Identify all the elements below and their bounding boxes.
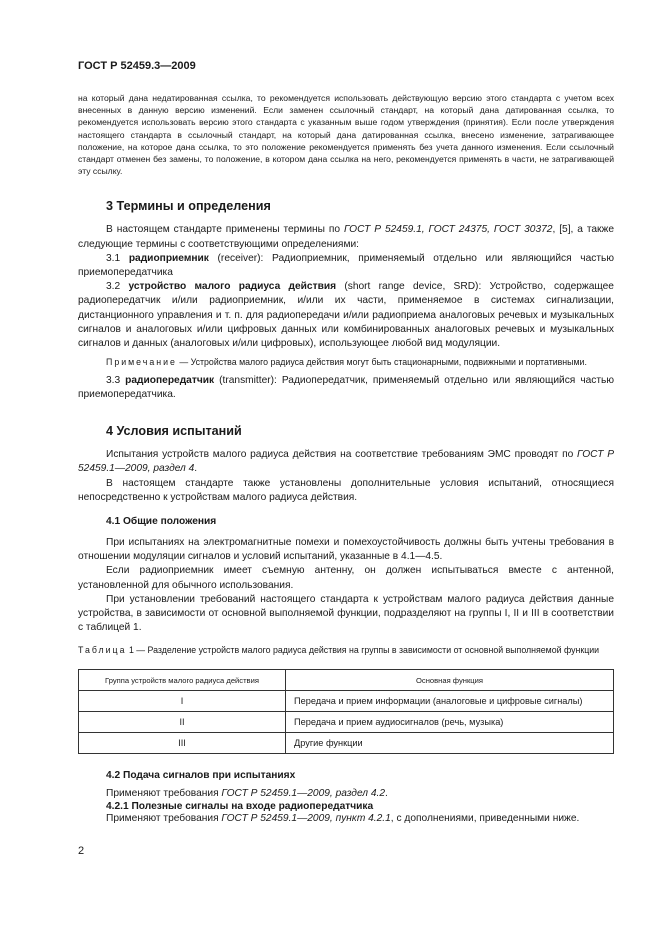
note: Примечание — Устройства малого радиуса действия могут быть стационарными, подвижными и портативными. xyxy=(106,357,587,368)
document-header: ГОСТ Р 52459.3—2009 xyxy=(78,60,196,72)
table-header-function: Основная функция xyxy=(286,670,614,691)
term-receiver: радиоприемник xyxy=(128,252,209,264)
section-4-paragraph-2: В настоящем стандарте также установлены дополнительные условия испытаний, относящиеся непосредственно к устройствам малого радиуса действия. xyxy=(78,477,614,503)
section-4-2-1-paragraph: Применяют требования ГОСТ Р 52459.1—2009, пункт 4.2.1, с дополнениями, приведенными ниже. xyxy=(106,813,580,825)
standard-reference: ГОСТ Р 52459.1—2009, раздел 4 xyxy=(78,449,614,475)
term-3-2: 3.2 устройство малого радиуса действия (short range device, SRD): Устройство, содержащее радиопередатчик и/или радиоприемник, и/или их части, применяемое в системах сигнализации, дистанционного управления и т. п. для радиопередачи и/или радиоприема аналоговых речевых и музыкальных сигналов и аналоговых и/или цифровых данных или комбинированных аналоговых речевых и музыкальных сигналов и данных (аналоговых и/или цифровых), использующее любой вид модуляции. xyxy=(78,281,614,350)
table-row xyxy=(79,712,614,733)
section-4-2-paragraph: Применяют требования ГОСТ Р 52459.1—2009, раздел 4.2. xyxy=(106,788,388,800)
standard-reference: ГОСТ Р 52459.1, ГОСТ 24375, ГОСТ 30372 xyxy=(343,224,553,236)
table-header-group: Группа устройств малого радиуса действия xyxy=(79,670,286,691)
page-number: 2 xyxy=(78,845,85,857)
table-row xyxy=(79,691,614,712)
standard-reference: ГОСТ Р 52459.1—2009, раздел 4.2 xyxy=(221,788,386,800)
term-transmitter: радиопередатчик xyxy=(125,374,215,386)
table-caption: Таблица 1 — Разделение устройств малого радиуса действия на группы в зависимости от основной выполняемой функции xyxy=(78,645,600,656)
table-row xyxy=(79,733,614,754)
section-4-1-paragraph-2: Если радиоприемник имеет съемную антенну, он должен испытываться вместе с антенной, установленной для обычного использования. xyxy=(78,565,614,591)
section-4-1-paragraph-1: При испытаниях на электромагнитные помехи и помехоустойчивость должны быть учтены требования в отношении модуляции сигналов и условий испытаний, указанные в 4.1—4.5. xyxy=(78,537,614,563)
page-content xyxy=(78,92,614,826)
table-cell-group: III xyxy=(79,733,286,754)
intro-paragraph: на который дана недатированная ссылка, то рекомендуется использовать действующую версию этого стандарта с учетом всех внесенных в данную версию изменений. Если заменен ссылочный стандарт, на который дана датированная ссылка, то рекомендуется использовать версию этого стандарта с указанным выше годом утверждения (принятия). Если после утверждения настоящего стандарта в ссылочный стандарт, на который дана датированная ссылка, внесено изменение, затрагивающее положение, на которое дана ссылка, то это положение рекомендуется применять без учета данного изменения. Если ссылочный стандарт отменен без замены, то положение, в котором дана ссылка на него, рекомендуется применять в части, не затрагивающей эту ссылку. xyxy=(78,93,614,177)
section-4-2-heading: 4.2 Подача сигналов при испытаниях xyxy=(106,770,296,782)
section-3-heading: 3 Термины и определения xyxy=(106,199,271,214)
section-3-paragraph: В настоящем стандарте применены термины по ГОСТ Р 52459.1, ГОСТ 24375, ГОСТ 30372, [5], а также следующие термины с соответствующими определениями: xyxy=(78,224,614,250)
section-4-2-1-heading: 4.2.1 Полезные сигналы на входе радиопередатчика xyxy=(106,801,374,813)
term-srd: устройство малого радиуса действия xyxy=(128,281,337,293)
section-4-heading: 4 Условия испытаний xyxy=(106,424,242,439)
term-3-3: 3.3 радиопередатчик (transmitter): Радиопередатчик, применяемый отдельно или являющийся частью приемопередатчика. xyxy=(78,374,614,401)
table-cell-function: Другие функции xyxy=(286,733,614,754)
section-4-paragraph-1: Испытания устройств малого радиуса действия на соответствие требованиям ЭМС проводят по ГОСТ Р 52459.1—2009, раздел 4. xyxy=(78,449,614,475)
term-3-1: 3.1 радиоприемник (receiver): Радиоприемник, применяемый отдельно или являющийся частью приемопередатчика xyxy=(78,252,614,279)
standard-reference: ГОСТ Р 52459.1—2009, пункт 4.2.1 xyxy=(221,813,391,825)
section-4-1-paragraph-3: При установлении требований настоящего стандарта к устройствам малого радиуса действия данные устройства, в зависимости от основной выполняемой функции, подразделяют на группы I, II и III в соответствии с таблицей 1. xyxy=(78,593,614,634)
table-cell-function: Передача и прием информации (аналоговые и цифровые сигналы) xyxy=(286,691,614,712)
section-4-1-heading: 4.1 Общие положения xyxy=(106,516,217,528)
table-cell-group: II xyxy=(79,712,286,733)
table-cell-function: Передача и прием аудиосигналов (речь, музыка) xyxy=(286,712,614,733)
table-header-row xyxy=(79,670,614,691)
groups-table xyxy=(78,669,614,754)
table-cell-group: I xyxy=(79,691,286,712)
